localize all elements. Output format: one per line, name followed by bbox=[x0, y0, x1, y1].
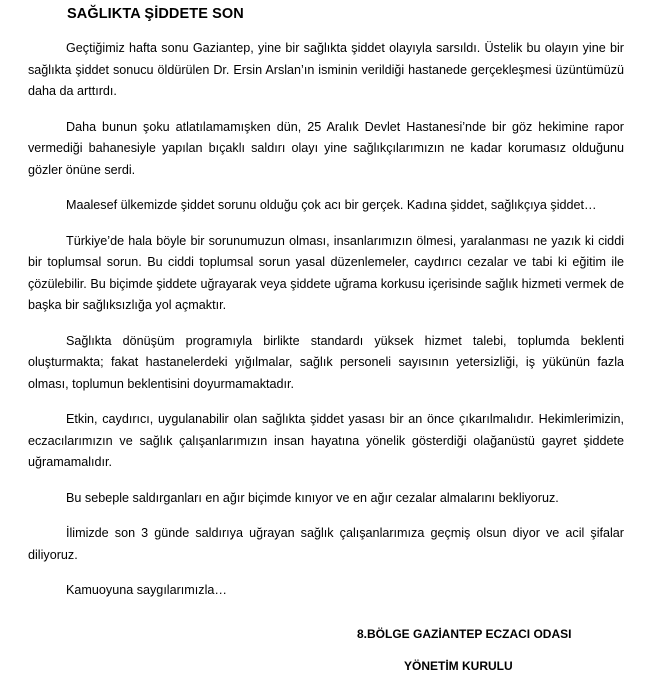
paragraph-9: Kamuoyuna saygılarımızla… bbox=[66, 583, 227, 597]
paragraph-5: Sağlıkta dönüşüm programıyla birlikte standardı yüksek hizmet talebi, toplumda beklenti oluşturmakta; fakat hastanelerdeki yığılmalar, sağlık personeli sayısının yetersizliği, iş yükünün fazla olması, toplumun beklentisini doyurmamaktadır. bbox=[28, 333, 624, 391]
paragraph-4: Türkiye’de hala böyle bir sorunumuzun olması, insanlarımızın ölmesi, yaralanması ne yazık ki ciddi bir toplumsal sorun. Bu ciddi toplumsal sorun yasal düzenlemeler, caydırıcı cezalar ve tabi ki eğitim ile çözülebilir. Bu biçimde şiddete uğrayarak veya şiddete uğrama korkusu içerisinde sağlık hizmeti vermek de başka bir sağlıksızlığa yol açmaktır. bbox=[28, 233, 624, 312]
signature-board: YÖNETİM KURULU bbox=[404, 659, 513, 673]
paragraph-7: Bu sebeple saldırganları en ağır biçimde kınıyor ve en ağır cezalar almalarını bekliyoruz. bbox=[66, 490, 559, 505]
paragraph-8: İlimizde son 3 günde saldırıya uğrayan sağlık çalışanlarımıza geçmiş olsun diyor ve acil şifalar diliyoruz. bbox=[28, 526, 624, 562]
paragraph-2: Daha bunun şoku atlatılamamışken dün, 25 Aralık Devlet Hastanesi’nde bir göz hekimine rapor vermediği bahanesiyle yapılan bıçaklı saldırı olayı yine sağlıkçılarımızın ne kadar korumasız olduğunu gözler önüne serdi. bbox=[28, 119, 624, 177]
document-body bbox=[28, 38, 624, 616]
signature-organization: 8.BÖLGE GAZİANTEP ECZACI ODASI bbox=[357, 627, 572, 641]
paragraph-6: Etkin, caydırıcı, uygulanabilir olan sağlıkta şiddet yasası bir an önce çıkarılmalıdır. Hekimlerimizin, eczacılarımızın ve sağlık çalışanlarımızın insan hayatına yönelik gösterdiği olağanüstü gayret şiddete uğramamalıdır. bbox=[28, 412, 624, 469]
paragraph-1: Geçtiğimiz hafta sonu Gaziantep, yine bir sağlıkta şiddet olayıyla sarsıldı. Üstelik bu olayın yine bir sağlıkta şiddet sonucu öldürülen Dr. Ersin Arslan’ın isminin verildiği hastanede gerçekleşmesi üzüntümüzü daha da arttırdı. bbox=[28, 41, 624, 98]
document-title: SAĞLIKTA ŞİDDETE SON bbox=[67, 6, 244, 22]
paragraph-3: Maalesef ülkemizde şiddet sorunu olduğu çok acı bir gerçek. Kadına şiddet, sağlıkçıya şiddet… bbox=[66, 198, 597, 212]
